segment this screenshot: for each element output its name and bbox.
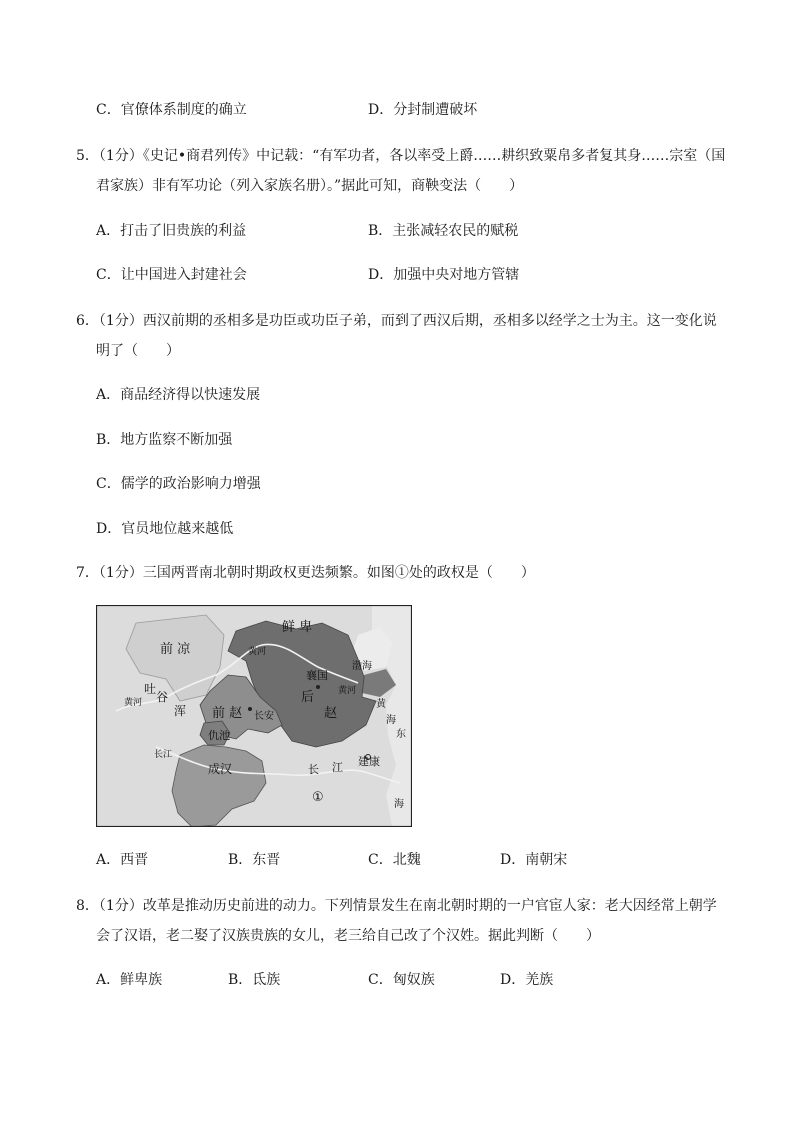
label-huanghai-hai: 海 [386, 715, 396, 726]
q8-option-c: C．匈奴族 [368, 972, 435, 988]
q4-option-d: D．分封制遭破坏 [368, 102, 478, 118]
q7-option-b: B．东晋 [228, 852, 281, 868]
q7-stem: 7．（1分）三国两晋南北朝时期政权更迭频繁。如图①处的政权是（ ） [76, 565, 535, 581]
label-chenghan: 成汉 [208, 762, 233, 776]
label-jiankang: 建康 [358, 755, 380, 768]
label-huanghe-top: 黄河 [248, 647, 267, 657]
q8-option-a: A．鲜卑族 [96, 972, 163, 988]
q8-stem-line1: 8．（1分）改革是推动历史前进的动力。下列情景发生在南北朝时期的一户官宦人家：老大因经常上朝学 [76, 898, 717, 914]
label-huanghe-left: 黄河 [124, 698, 143, 708]
q6-option-a: A．商品经济得以快速发展 [96, 387, 261, 403]
q7-map-svg [96, 605, 412, 827]
q6-stem-line2: 明了（ ） [96, 343, 180, 359]
label-changjiang-left: 长江 [154, 750, 173, 760]
q5-option-b: B．主张减轻农民的赋税 [368, 223, 519, 239]
label-tuyuhun-hun: 浑 [174, 704, 187, 718]
label-jiuchi: 仇池 [208, 729, 230, 742]
q8-option-b: B．氐族 [228, 972, 281, 988]
q8-stem-line2: 会了汉语，老二娶了汉族贵族的女儿，老三给自己改了个汉姓。据此判断（ ） [96, 928, 600, 944]
label-houzhao-hou: 后 [301, 690, 315, 705]
changan-dot [248, 707, 252, 711]
label-changjiang-chang: 长 [308, 763, 319, 776]
q6-option-d: D．官员地位越来越低 [96, 521, 234, 537]
label-donghai-dong: 东 [396, 729, 406, 740]
q4-option-c: C．官僚体系制度的确立 [96, 102, 247, 118]
q5-option-c: C．让中国进入封建社会 [96, 267, 247, 283]
q7-map [96, 605, 412, 827]
q5-option-d: D．加强中央对地方管辖 [368, 267, 520, 283]
q7-option-d: D．南朝宋 [500, 852, 568, 868]
label-tuyuhun-gu: 谷 [156, 690, 169, 704]
label-huanghai-huang: 黄 [376, 699, 386, 710]
q8-option-d: D．羌族 [500, 972, 554, 988]
label-bohai: 渤海 [352, 661, 372, 672]
q5-option-a: A．打击了旧贵族的利益 [96, 223, 247, 239]
label-marker-1: ① [312, 790, 324, 805]
label-changan: 长安 [254, 711, 274, 722]
q6-option-c: C．儒学的政治影响力增强 [96, 476, 261, 492]
label-qianliang: 前 凉 [160, 642, 191, 657]
label-huanghe-mid: 黄河 [338, 686, 357, 696]
label-xianbei: 鲜 卑 [282, 620, 313, 635]
q5-stem-line2: 君家族）非有军功论（列入家族名册）。”据此可知，商鞅变法（ ） [96, 178, 524, 194]
q6-option-b: B．地方监察不断加强 [96, 432, 233, 448]
q5-stem-line1: 5．（1分）《史记•商君列传》中记载：“有军功者，各以率受上爵……耕织致粟帛多者复其身……宗室（国 [76, 148, 726, 164]
q6-stem-line1: 6．（1分）西汉前期的丞相多是功臣或功臣子弟，而到了西汉后期，丞相多以经学之士为主。这一变化说 [76, 313, 717, 329]
label-tuyuhun-tu: 吐 [144, 682, 157, 696]
q7-option-c: C．北魏 [368, 852, 421, 868]
label-qianzhao: 前 赵 [212, 706, 243, 721]
label-xiangguo: 襄国 [306, 669, 328, 682]
label-houzhao-zhao: 赵 [324, 706, 338, 721]
label-changjiang-jiang: 江 [332, 761, 343, 774]
q7-option-a: A．西晋 [96, 852, 149, 868]
xiangguo-dot [316, 685, 320, 689]
label-donghai-hai: 海 [394, 799, 404, 810]
